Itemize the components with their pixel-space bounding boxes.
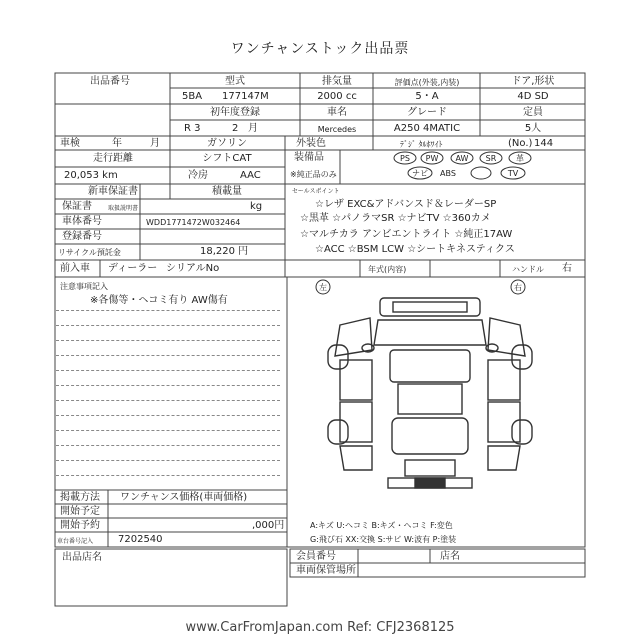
- prev-owner-label: 前入車: [60, 263, 90, 274]
- notes-rule: [56, 385, 280, 386]
- store-label: 店名: [440, 551, 460, 562]
- location-label: 車両保管場所: [296, 565, 356, 576]
- notes-line-1: ※各傷等・ヘコミ有り AW傷有: [90, 295, 228, 306]
- color-no-label: (No.): [508, 138, 533, 149]
- model-code: 5BA: [182, 91, 203, 102]
- name-label: 車名: [327, 107, 347, 118]
- inspection-year-label: 年: [112, 138, 122, 149]
- first-reg-label: 初年度登録: [210, 107, 260, 118]
- serial-label: シリアルNo: [166, 263, 220, 274]
- lot-label: 出品番号: [90, 76, 130, 87]
- equip-navi: ナビ: [412, 169, 428, 178]
- name-value: Mercedes: [317, 125, 357, 134]
- sales-point-line-2: ☆黒革 ☆パノラマSR ☆ナビTV ☆360カメ: [300, 213, 491, 224]
- ac-value: AAC: [240, 170, 261, 181]
- load-label: 積載量: [212, 186, 242, 197]
- warranty-note: 取扱説明書: [108, 205, 139, 212]
- spec-label: 年式(内容): [368, 265, 407, 274]
- score-label: 評価点(外装,内装): [394, 78, 460, 87]
- sales-point-line-1: ☆レザ EXC&アドバンスド＆レーダーSP: [315, 199, 497, 210]
- notes-rule: [56, 430, 280, 431]
- handle-label: ハンドル: [512, 265, 544, 274]
- exhibitor-label: 出品店名: [62, 552, 102, 563]
- recycle-value: 18,220 円: [200, 246, 249, 257]
- door-value: 4D SD: [517, 91, 549, 102]
- equip-label: 装備品: [294, 152, 324, 163]
- capacity-value: 5人: [524, 123, 542, 134]
- start-reserve-label: 開始予約: [60, 520, 100, 531]
- notes-rule: [56, 325, 280, 326]
- equip-leather: 革: [516, 154, 524, 163]
- member-label: 車台番号記入: [57, 538, 94, 545]
- new-car-warranty-label: 新車保証書: [88, 186, 138, 197]
- prev-owner-value: ディーラー: [108, 263, 158, 274]
- vin-label: 車体番号: [62, 216, 102, 227]
- notes-rule: [56, 355, 280, 356]
- grade-value: A250 4MATIC: [393, 123, 461, 134]
- displacement-value: 2000 cc: [317, 91, 357, 102]
- method-value: ワンチャンス価格(車両価格): [120, 492, 248, 503]
- equip-sr: SR: [485, 154, 497, 163]
- method-label: 掲載方法: [60, 492, 100, 503]
- equip-ps: PS: [400, 154, 410, 163]
- sales-points-heading: セールスポイント: [292, 188, 340, 195]
- color-no-value: 144: [534, 138, 554, 149]
- footer-ref: www.CarFromJapan.com Ref: CFJ2368125: [185, 620, 455, 635]
- notes-rule: [56, 460, 280, 461]
- warranty-label: 保証書: [62, 201, 92, 212]
- start-date-label: 開始予定: [60, 506, 100, 517]
- notes-rule: [56, 475, 280, 476]
- score-value: 5・A: [415, 91, 439, 102]
- displacement-label: 排気量: [322, 76, 352, 87]
- recycle-label: リサイクル預託金: [58, 248, 121, 257]
- color-value: ﾃﾞｼﾞ ﾀﾙﾎﾜｲﾄ: [400, 140, 443, 149]
- reg-label: 登録番号: [62, 231, 102, 242]
- inspection-month-label: 月: [150, 138, 160, 149]
- ac-label: 冷房: [188, 170, 208, 181]
- price-unit: ,000円: [252, 520, 285, 531]
- model-label: 型式: [225, 76, 245, 87]
- notes-rule: [56, 400, 280, 401]
- first-reg-month: 2: [232, 123, 239, 134]
- legend-line-2: G:飛び石 XX:交換 S:サビ W:波有 P:塗装: [310, 535, 457, 544]
- door-label: ドア,形状: [511, 76, 555, 87]
- sales-point-line-3: ☆マルチカラ アンビエントライト ☆純正17AW: [300, 229, 513, 240]
- inspection-label: 車検: [60, 138, 80, 149]
- mileage-value: 20,053 km: [64, 170, 118, 181]
- model-number: 177147M: [222, 91, 269, 102]
- equip-tv: TV: [507, 169, 519, 178]
- notes-rule: [56, 445, 280, 446]
- notes-rule: [56, 340, 280, 341]
- legend-line-1: A:キズ U:ヘコミ B:キズ・ヘコミ F:変色: [310, 521, 453, 530]
- member-no-label: 会員番号: [296, 551, 336, 562]
- load-unit: kg: [250, 201, 263, 212]
- equip-abs: ABS: [440, 169, 456, 178]
- equip-pw: PW: [425, 154, 439, 163]
- right-side-mark: 右: [514, 283, 522, 292]
- capacity-label: 定員: [523, 107, 543, 118]
- notes-rule: [56, 415, 280, 416]
- fuel-value: ガソリン: [207, 138, 247, 149]
- vin-value: WDD1771472W032464: [146, 218, 241, 227]
- equip-sub-label: ※純正品のみ: [290, 170, 337, 179]
- handle-value: 右: [562, 263, 572, 274]
- notes-heading: 注意事項記入: [60, 282, 108, 291]
- first-reg-year: R 3: [184, 123, 201, 134]
- equip-aw: AW: [455, 154, 469, 163]
- notes-rule: [56, 310, 280, 311]
- shift-value: シフトCAT: [202, 153, 252, 164]
- sales-point-line-4: ☆ACC ☆BSM LCW ☆シートキネスティクス: [315, 244, 515, 255]
- left-side-mark: 左: [319, 283, 327, 292]
- member-value: 7202540: [118, 534, 163, 545]
- first-reg-month-unit: 月: [248, 123, 258, 134]
- grade-label: グレード: [407, 107, 447, 118]
- page-title: ワンチャンストック出品票: [230, 41, 410, 57]
- color-label: 外装色: [296, 138, 326, 149]
- notes-rule: [56, 370, 280, 371]
- mileage-label: 走行距離: [93, 153, 133, 164]
